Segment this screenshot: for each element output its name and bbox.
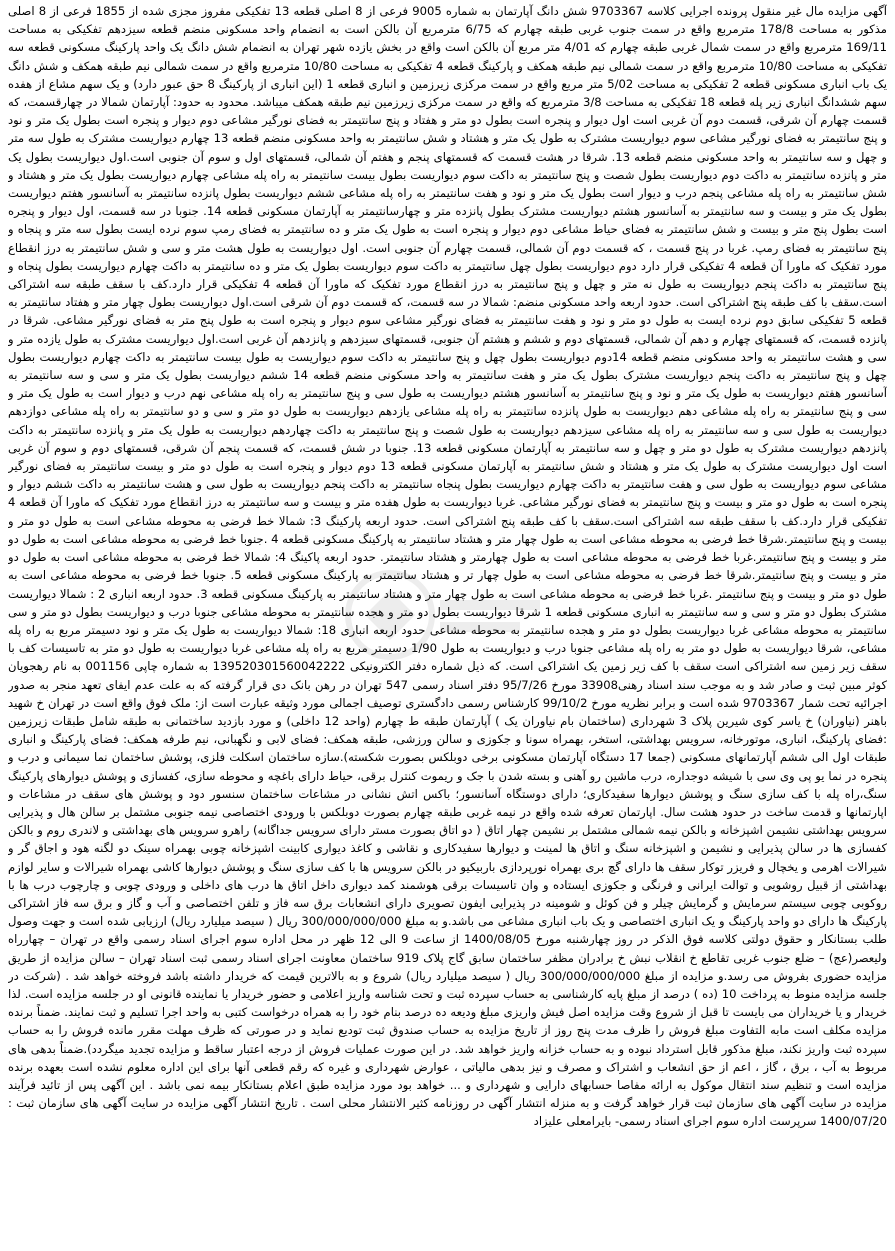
auction-notice-text: آگهی مزایده مال غیر منقول پرونده اجرایی کلاسه 9703367 شش دانگ آپارتمان به شماره 9005 فرعی از 8 اصلی قطعه 13 تفکیکی مفروز مجزی شده از 1855 فرعی از 8 اصلی مذکور به مساحت 178/8 مترمربع واقع در سمت جنوب غربی طبقه چهارم که 6/75 مترمربع آن بالکن است به انضمام واحد مسکونی منضم قطعه سیزدهم تفکیکی به مساحت 169/11 مترمربع واقع در سمت شمال غربی طبقه چهارم که 4/01 متر مربع آن بالکن است واقع در بخش یازده شهر تهران به انضمام شش دانگ یک واحد پارکینگ مسکونی قطعه سه تفکیکی به مساحت 10/80 مترمربع واقع در سمت شمالی نیم طبقه همکف و پارکینگ قطعه 4 تفکیکی به مساحت 10/80 مترمربع واقع در سمت شمالی نیم طبقه همکف و شش دانگ یک باب انباری مسکونی قطعه 2 تفکیکی به مساحت 5/02 متر مربع واقع در سمت مرکزی زیرزمین و انباری قطعه 1 (این انباری از پارکینگ 8 حق عبور دارد) و یک سهم مشاع از هفده سهم ششدانگ انباری زیر پله قطعه 18 تفکیکی به مساحت 3/8 مترمربع که واقع در سمت مرکزی زیرزمین نیم طبقه همکف میباشد. محدود به حدود: آپارتمان شمالا در چهارقسمت، که قسمت چهارم آن شرقی، قسمت دوم آن غربی است اول دیوار و پنجره است بطول دو متر و هفتاد و پنج سانتیمتر به فضای نورگیر مشاعی دوم دیوار و پنجره است بطول یک متر و نود و پنج سانتیمتر به فضای نورگیر مشاعی سوم دیواریست مشترک به طول یک متر و هشتاد و شش سانتیمتر به واحد مسکونی منضم قطعه 13 چهارم دیواریست مشترک به طول سه متر و چهل و سه سانتیمتر به واحد مسکونی منضم قطعه 13. شرقا در هشت قسمت که قسمتهای پنجم و هفتم آن شمالی، قسمتهای اول و سوم آن جنوبی است.اول دیواریست بطول یک متر و پانزده سانتیمتر به داکت دوم دیواریست بطول شصت و پنج سانتیمتر به داکت سوم دیواریست بطول بیست سانتیمتر به راه پله مشاعی چهارم دیواریست بطول یک متر و هشتاد و شش سانتیمتر به راه پله مشاعی پنجم درب و دیوار است بطول یک متر و نود و هفت سانتیمتر به راه پله مشاعی ششم دیواریست بطول پانزده سانتیمتر به آسانسور هفتم دیواریست بطول یک متر و بیست و سه سانتیمتر به آسانسور هشتم دیواریست مشترک بطول پانزده متر و چهارسانتیمتر به آپارتمان مسکونی قطعه 14. جنوبا در سه قسمت، اول دیوار و پنجره است بطول پنج متر و بیست و شش سانتیمتر به فضای حیاط مشاعی دوم دیوار و پنجره است به طول یک متر و ده سانتیمتر به فضای رمپ سوم نرده ایست بطول سه متر و پنجاه و پنج سانتیمتر به فضای رمپ. غربا در پنج قسمت ، که قسمت دوم آن شمالی، قسمت چهارم آن جنوبی است. اول دیواریست به طول هشت متر و سی و شش سانتیمتر به درز انقطاع مورد تفکیک که ماورا آن قطعه 4 تفکیکی قرار دارد دوم دیواریست بطول چهل سانتیمتر به داکت سوم دیواریست بطول یک متر و ده سانتیمتر به داکت چهارم دیواریست بطول پنجاه و پنج سانتیمتر به داکت پنجم دیواریست به طول نه متر و چهل و پنج سانتیمتر به درز انقطاع مورد تفکیک که ماورا آن قطعه 4 تفکیکی قرار دارد.کف با سقف طبقه سه اشتراکی است.سقف با کف طبقه پنج اشتراکی است. حدود اربعه واحد مسکونی منضم: شمالا در سه قسمت، که قسمت دوم آن شرقی است.اول دیواریست بطول چهار متر و هفتاد سانتیمتر به قطعه 5 تفکیکی سابق دوم نرده ایست به طول دو متر و نود و هفت سانتیمتر به فضای نورگیر مشاعی سوم دیوار و پنجره است به طول پنج متر به فضای نورگیر مشاعی. شرقا در پانزده قسمت، که قسمتهای چهارم و دهم آن شمالی، قسمتهای دوم و ششم و هشتم آن جنوبی، قسمتهای سیزدهم و پانزدهم آن غربی است.اول دیواریست مشترک به طول یازده متر و سی و هشت سانتیمتر به واحد مسکونی منضم قطعه 14دوم دیواریست بطول چهل و پنج سانتیمتر به داکت سوم دیواریست به طول بیست سانتیمتر به داکت چهارم دیواریست بطول چهل و پنج سانتیمتر به داکت پنجم دیواریست مشترک بطول یک متر و هفت سانتیمتر به واحد مسکونی منضم قطعه 14 ششم دیواریست بطول یک متر و سی و سه سانتیمتر به آسانسور هفتم دیواریست به طول یک متر و نود و پنج سانتیمتر به آسانسور هشتم دیواریست به طول سی و پنج سانتیمتر به راه پله مشاعی نهم درب و دیوار است به طول یک متر و سی و پنج سانتیمتر به راه پله مشاعی دهم دیواریست به طول پانزده سانتیمتر به راه پله مشاعی یازدهم دیواریست به طول دو متر و سی و دو سانتیمتر به راه پله مشاعی دوازدهم دیواریست به طول سی و سه سانتیمتر به راه پله مشاعی سیزدهم دیواریست به طول شصت و پنج سانتیمتر به داکت چهاردهم دیواریست به طول یک متر و پانزده سانتیمتر به داکت پانزدهم دیواریست مشترک به طول دو متر و چهل و سه سانتیمتر به آپارتمان مسکونی قطعه 13. جنوبا در شش قسمت، که قسمت پنجم آن شرقی، قسمتهای دوم و سوم آن غربی است اول دیواریست مشترک به طول یک متر و هشتاد و شش سانتیمتر به آپارتمان مسکونی قطعه 13 دوم دیوار و پنجره است به طول دو متر و بیست سانتیمتر به فضای نورگیر مشاعی سوم دیواریست به طول سی و هفت سانتیمتر به داکت چهارم دیواریست بطول پنجاه سانتیمتر به داکت پنجم دیواریست به طول سی و هشت سانتیمتر به داکت ششم دیوار و پنجره است به طول دو متر و بیست و پنج سانتیمتر به فضای نورگیر مشاعی. غربا دیواریست به طول هفده متر و بیست و سه سانتیمتر به درز انقطاع مورد تفکیک که ماورا آن قطعه 4 تفکیکی قرار دارد.کف با سقف طبقه سه اشتراکی است.سقف با کف طبقه پنج اشتراکی است. حدود اربعه پارکینگ 3: شمالا خط فرضی به محوطه مشاعی است به طول دو متر و بیست و پنج سانتیمتر.شرقا خط فرضی به محوطه مشاعی است به طول چهار متر و هشتاد سانتیمتر به پارکینگ مسکونی قطعه 4 .جنوبا خط فرضی به محوطه مشاعی است به طول دو متر و بیست و پنج سانتیمتر.غربا خط فرضی به محوطه مشاعی است به طول چهارمتر و هشتاد سانتیمتر. حدود اربعه پاکینگ 4: شمالا خط فرضی به محوطه مشاعی است به طول دو متر و بیست و پنج سانتیمتر.شرقا خط فرضی به محوطه مشاعی است به طول چهار تر و هشتاد سانتیمتر به پارکینگ مسکونی قطعه 5. جنوبا خط فرضی به محوطه مشاعی است به طول دو متر و بیست و پنج سانتیمتر .غربا خط فرضی به محوطه مشاعی است به طول چهار متر و هشتاد سانتیمتر به پارکینگ مسکونی قطعه 3. حدود اربعه انباری 2 : شمالا دیواریست مشترک بطول دو متر و سی و سه سانتیمتر به انباری مسکونی قطعه 1 شرقا دیواریست بطول دو متر و هجده سانتیمتر به محوطه مشاعی جنوبا درب و دیواریست بطول دو متر و سی سانتیمتر به محوطه مشاعی غربا دیواریست بطول دو متر و هجده سانتیمتر به محوطه مشاعی حدود اربعه انباری 18: شمالا دیواریست به طول یک متر و نود دسیمتر مربع به راه پله مشاعی، شرقا دیواریست به طول دو متر به راه پله مشاعی جنوبا درب و دیواریست به طول 1/90 دسیمتر مربع به راه پله مشاعی غربا دیواریست به طول دو متر به تاسیسات کف با سقف زیر زمین سه اشتراکی است سقف با کف زیر زمین یک اشتراکی است. که ذیل شماره دفتر الکترونیکی 139520301560042222 به شماره چاپی 001156 به نام رهجویان کوثر مبین ثبت و صادر شد و به موجب سند اسناد رهنی33908 مورخ 95/7/26 دفتر اسناد رسمی 547 تهران در رهن بانک دی قرار گرفته که به علت عدم ایفای تعهد منجر به صدور اجرائیه تحت شمار 9703367 شده است و برابر نظریه مورخ 99/10/2 کارشناس رسمی دادگستری توصیف اجمالی مورد وثیقه عبارت است از: ملک فوق واقع است در تهران خ شهید باهنر (نیاوران) خ یاسر کوی شیرین پلاک 3 شهرداری (ساختمان بام نیاوران یک ) آپارتمان طبقه ط چهارم (واحد 12 داخلی) و مورد بازدید ساختمانی به طبقه شامل طبقات زیرزمین :فضای پارکینگ، انباری، موتورخانه، سرویس بهداشتی، استخر، بهمراه سونا و جکوزی و سالن ورزشی، طبقه همکف: فضای لابی و نگهبانی، نیم طرفه همکف: فضای پارکینگ و انباری طبقات اول الی ششم آپارتمانهای مسکونی (جمعا 17 دستگاه آپارتمان مسکونی برخی دوبلکس بصورت شکسته).سازه ساختمان اسکلت فلزی، پوشش ساختمان نما سیمانی و درب و پنجره در نما یو پی وی سی با شیشه دوجداره، درب ماشین رو آهنی و بسته شدن با جک و ریموت کنترل برقی، حیاط دارای باغچه و محوطه سازی، کفسازی و پوشش دیوارهای پارکینگ سنگ،راه پله با کف سازی سنگ و پوشش دیوارها سفیدکاری؛ دارای دوستگاه آسانسور؛ باکس اتش نشانی در مشاعات ساختمان سنسور دود و پوشش های سقف در مشاعات و اپارتمانها و قدمت ساخت در حدود هشت سال. اپارتمان تعرفه شده واقع در نیمه غربی طبقه چهارم بصورت دوبلکس با ورودی اختصاصی نیمه جنوبی مشتمل بر سالن هال و پذیرایی سرویس بهداشتی نشیمن اشپزخانه و بالکن نیمه شمالی مشتمل بر نشیمن چهار اتاق ( دو اتاق بصورت مستر دارای سرویس جداگانه) راهرو سرویس های بهداشتی و لاندری روم و بالکن کفسازی ها در سالن پذیرایی و نشیمن و اشپزخانه سنگ و اتاق ها لمینت و دیوارها سفیدکاری و نقاشی و کاغذ دیواری کابینت اشپزخانه چوبی بهمراه سینک دو لگنه هود و اجاق گر و شیرالات اهرمی و یخچال و فریزر توکار سقف ها دارای گچ بری بهمراه نورپردازی باربیکیو در بالکن سرویس ها با کف سازی سنگ و پوشش دیوارها کاشی بهمراه شیرالات و سایر لوازم بهداشتی از قبیل روشویی و توالت ایرانی و فرنگی و جکوزی ایستاده و وان تاسیسات برقی هوشمند کمد دیواری داخل اتاق ها درب های داخلی و ورودی چوبی و چارچوب درب ها با روکوبی چوبی سیستم سرمایش و گرمایش چیلر و فن کوئل و شومینه در پذیرایی ایفون تصویری دارای انشعابات برق سه فاز و تلفن اختصاصی و آب و گاز و برق سه فاز اشتراکی پارکینگ ها دارای دو واحد پارکینگ و یک انباری اختصاصی و یک باب انباری مشاعی می باشد.و به مبلغ 300/000/000/000 ریال ( سیصد میلیارد ریال) ارزیابی شده است و جهت وصول طلب بستانکار و حقوق دولتی کلاسه فوق الذکر در روز چهارشنبه مورخ 1400/08/05 از ساعت 9 الی 12 ظهر در محل اداره سوم اجرای اسناد رسمی واقع در تهران – چهارراه ولیعصر(عج) – ضلع جنوب غربی تقاطع خ انقلاب نبش خ برادران مظفر ساختمان سابق گاج پلاک 919 ساختمان معاونت اجرای اسناد رسمی ثبت اسناد تهران – سالن مزایده از طریق مزایده حضوری بفروش می رسد.و مزایده از مبلغ 300/000/000/000 ریال ( سیصد میلیارد ریال) شروع و به بالاترین قیمت که خریدار داشته باشد فروخته خواهد شد . (شرکت در جلسه مزایده منوط به پرداخت 10 (ده ) درصد از مبلغ پایه کارشناسی به حساب سپرده ثبت و تحت شناسه واریز اعلامی و حضور خریدار یا نماینده قانونی او در جلسه مزایده است. لذا خریدار و یا خریداران می بایست تا قبل از شروع وقت مزایده اصل فیش واریزی مبلغ ودیعه ده درصد بنام خود را به همراه درخواست کتبی به واحد اجرا تسلیم و ثبت نمایند. ضمناً برنده مزایده مکلف است مابه التفاوت مبلغ فروش را ظرف مدت پنج روز از تاریخ مزایده به حساب صندوق ثبت تودیع نماید و در صورتی که ظرف مهلت مقرر مانده فروش را به حساب سپرده ثبت واریز نکند، مبلغ مذکور قابل استرداد نبوده و به حساب خزانه واریز خواهد شد. در این صورت عملیات فروش از درجه اعتبار ساقط و مزایده تجدید میگردد).ضمناً بدهی های مربوط به آب ، برق ، گاز ، اعم از حق انشعاب و اشتراک و مصرف و نیز بدهی مالیاتی ، عوارض شهرداری و غیره که رقم قطعی آنها برای این اداره معلوم نشده است بعهده برنده مزایده است و تنظیم سند انتقال موکول به ارائه مفاصا حسابهای دارایی و شهرداری و ... خواهد بود مورد مزایده طبق اعلام بستانکار بیمه نمی باشد . این آگهی پس از تائید فرآیند مزایده در سایت آگهی های سازمان ثبت قرار خواهد گرفت و به منزله انتشار آگهی در روزنامه کثیر الانتشار محلی است . تاریخ انتشار آگهی مزایده در سایت آگهی های سازمان ثبت : 1400/07/20 سرپرست اداره سوم اجرای اسناد رسمی- بایرامعلی علیزاد (8, 4, 887, 1129)
